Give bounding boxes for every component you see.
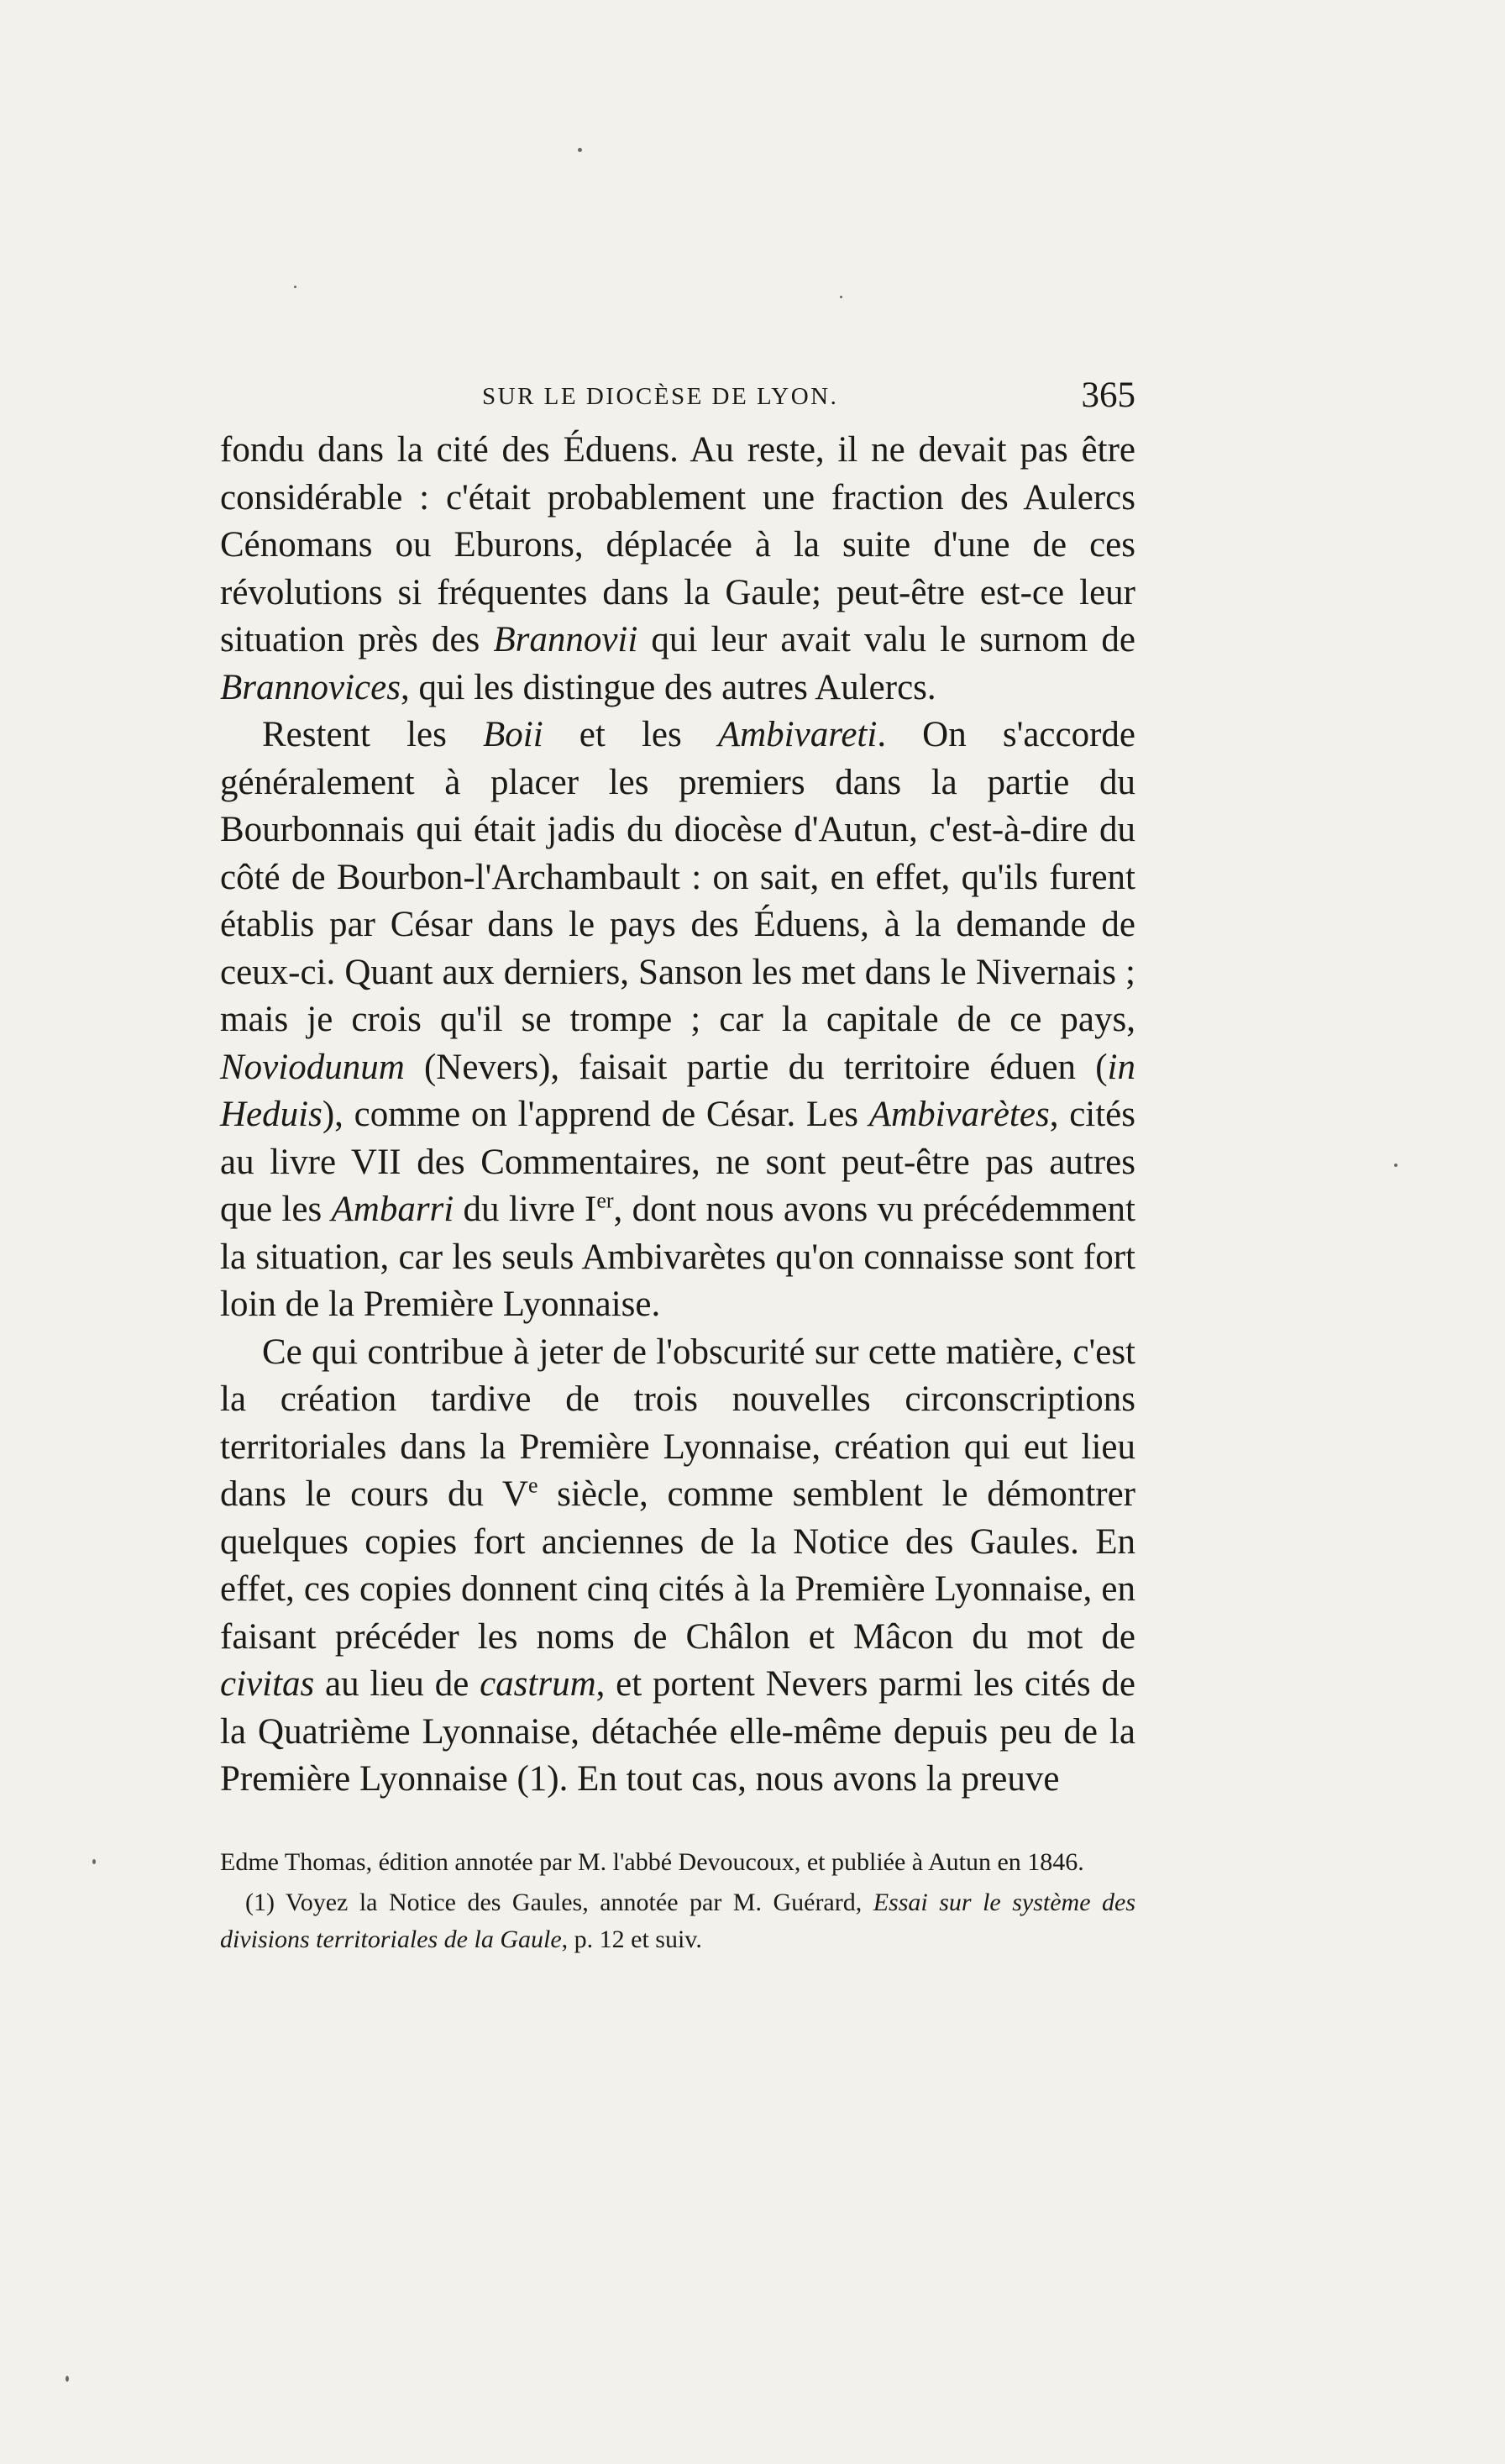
footnotes [220,1844,1135,1962]
dust-speck [294,286,296,288]
dust-speck [578,148,582,152]
italic-term: Boii [483,715,543,754]
paragraph [220,1329,1135,1804]
dust-speck [840,296,842,298]
page-header [220,375,1135,417]
italic-term: Ambivarètes [868,1095,1050,1134]
paragraph [220,427,1135,712]
italic-term: Noviodunum [220,1047,405,1087]
text-run: ), comme on l'apprend de César. Les [322,1095,869,1134]
text-run: . On s'accorde généralement à placer les premiers dans la partie du Bourbonnais qui était jadis du diocèse d'Autun, c'est-à-dire du côté de Bourbon-l'Archambault : on sait, en effet, qu'ils furent établis par César dans le pays des Éduens, à la demande de ceux-ci. Quant aux derniers, Sanson les met dans le Nivernais ; mais je crois qu'il se trompe ; car la capitale de ce pays, [220,715,1135,1039]
text-run: , et portent Nevers parmi les cités de la Quatrième Lyonnaise, détachée elle-même depuis peu de la Première Lyonnaise (1). En tout cas, nous avons la preuve [220,1664,1135,1799]
footnote-continued: Edme Thomas, édition annotée par M. l'abbé Devoucoux, et publiée à Autun en 1846. [220,1848,1084,1876]
text-run: Restent les [262,715,483,754]
text-run: du livre I [454,1190,597,1229]
italic-term: in Heduis [220,1047,1135,1134]
dust-speck [66,2376,69,2382]
text-run: , qui les distingue des autres Aulercs. [400,667,936,707]
superscript: e [527,1473,538,1498]
text-run: siècle, comme semblent le démontrer quelques copies fort anciennes de la Notice des Gaules. En effet, ces copies donnent cinq cités à la Première Lyonnaise, en faisant précéder les noms de Châlon et Mâcon du mot de [220,1474,1135,1657]
text-run: , cités au livre VII des Commentaires, ne sont peut-être pas autres que les [220,1095,1135,1229]
text-run: au lieu de [314,1664,480,1704]
text-run: fondu dans la cité des Éduens. Au reste, il ne devait pas être considérable : c'était probablement une fraction des Aulercs Cénomans ou Eburons, déplacée à la suite d'une de ces révolutions si fréquentes dans la Gaule; peut-être est-ce leur situation près des [220,430,1135,659]
text-run: et les [543,715,718,754]
paragraph [220,712,1135,1329]
italic-term: castrum [480,1664,596,1704]
italic-term: Brannovii [493,620,638,659]
superscript: er [596,1188,614,1213]
footnote-1 [220,1884,1135,1958]
italic-term: civitas [220,1664,315,1704]
running-title: SUR LE DIOCÈSE DE LYON. [482,383,839,410]
page-number: 365 [1081,376,1135,415]
dust-speck [1394,1164,1398,1167]
text-run: (Nevers), faisait partie du territoire éduen ( [404,1047,1108,1087]
italic-term: Ambivareti [717,715,878,754]
text-run: Ce qui contribue à jeter de l'obscurité sur cette matière, c'est la création tardive de trois nouvelles circonscriptions territoriales dans la Première Lyonnaise, création qui eut lieu dans le cours du V [220,1332,1135,1514]
text-run: qui leur avait valu le surnom de [637,620,1135,659]
text-run: , p. 12 et suiv. [561,1925,702,1953]
text-run: , dont nous avons vu précédemment la situation, car les seuls Ambivarètes qu'on connaisse sont fort loin de la Première Lyonnaise. [220,1190,1135,1324]
body-text [220,427,1135,1804]
dust-speck [92,1859,96,1864]
italic-title: Essai sur le système des divisions territoriales de la Gaule [220,1889,1135,1953]
italic-term: Ambarri [331,1190,454,1229]
italic-term: Brannovices [220,667,401,707]
text-run: (1) Voyez la Notice des Gaules, annotée par M. Guérard, [245,1889,873,1916]
